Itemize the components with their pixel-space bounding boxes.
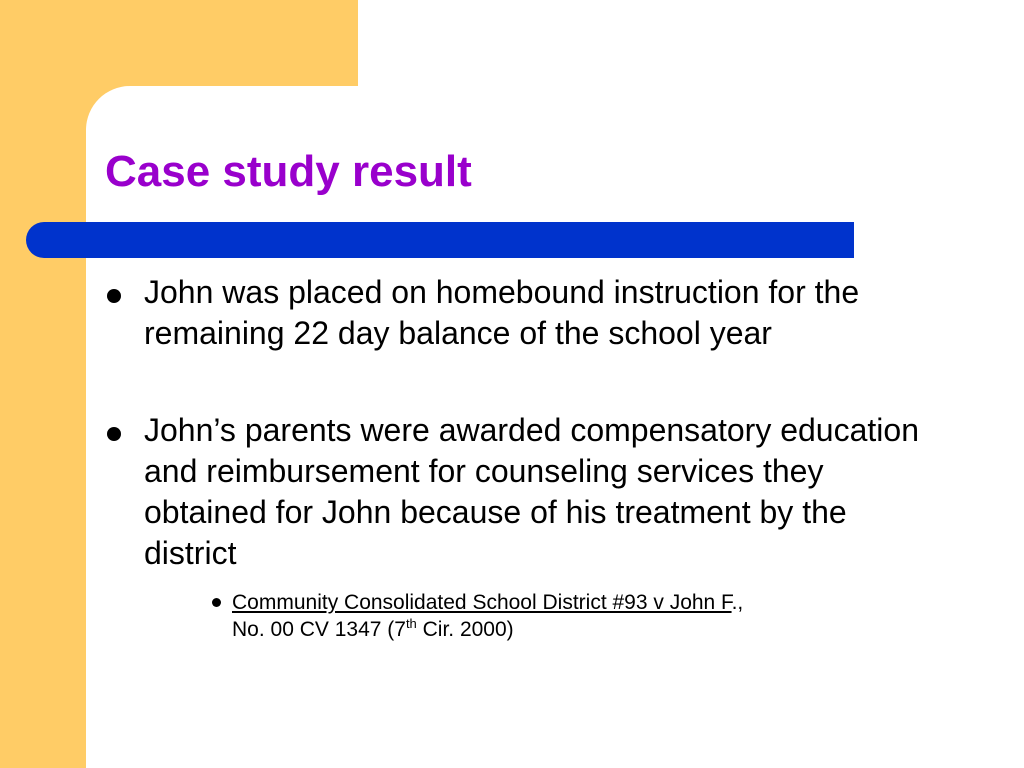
citation-punctuation: ., bbox=[731, 591, 744, 614]
case-citation-link[interactable]: Community Consolidated School District #93 v John F bbox=[232, 591, 732, 614]
sub-bullet-dot-icon bbox=[212, 598, 221, 607]
citation-court-year: Cir. 2000) bbox=[416, 618, 514, 641]
bullet-dot-icon bbox=[107, 289, 121, 303]
slide-title: Case study result bbox=[105, 147, 472, 196]
title-rule bbox=[26, 222, 854, 258]
citation-ordinal-suffix: th bbox=[405, 616, 417, 631]
bullet-text: John was placed on homebound instruction for the remaining 22 day balance of the school year bbox=[144, 274, 860, 351]
citation-text bbox=[232, 589, 972, 643]
citation-docket: No. 00 CV 1347 (7 bbox=[232, 618, 406, 641]
bullet-dot-icon bbox=[107, 427, 121, 441]
bullet-text: John’s parents were awarded compensatory education and reimbursement for counseling services they obtained for John because of his treatment by the district bbox=[144, 412, 919, 571]
